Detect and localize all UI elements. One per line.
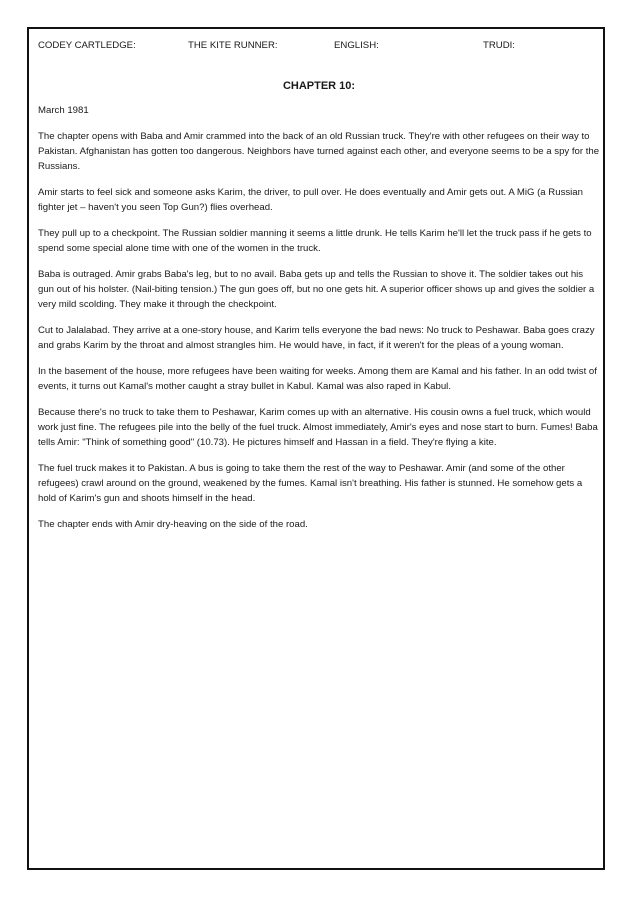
paragraph: Baba is outraged. Amir grabs Baba's leg, but to no avail. Baba gets up and tells the Russian to shove it. The soldier takes out his gun out of his holster. (Nail-biting tension.) The gun goes off, but no one gets hit. A superior officer shows up and gives the soldier a very mild scolding. They make it through the checkpoint.: [38, 268, 595, 311]
paragraph: The fuel truck makes it to Pakistan. A bus is going to take them the rest of the way to Peshawar. Amir (and some of the other refugees) crawl around on the ground, weakened by the fumes. Kamal isn't breathing. His father is stunned. He somehow gets a hold of Karim's gun and shoots himself in the head.: [38, 462, 583, 505]
paragraph: The chapter ends with Amir dry-heaving on the side of the road.: [38, 518, 308, 530]
paragraph: Because there's no truck to take them to Peshawar, Karim comes up with an alternative. His cousin owns a fuel truck, which would work just fine. The refugees pile into the belly of the fuel truck. Almost immediately, Amir's eyes and nose start to burn. Fumes! Baba tells Amir: "Think of something good" (10.73). He pictures himself and Hassan in a field. They're flying a kite.: [38, 406, 598, 448]
chapter-title: CHAPTER 10:: [282, 80, 356, 92]
paragraph: Amir starts to feel sick and someone asks Karim, the driver, to pull over. He does eventually and Amir gets out. A MiG (a Russian fighter jet – haven't you seen Top Gun?) flies overhead.: [38, 186, 583, 214]
paragraph: The chapter opens with Baba and Amir crammed into the back of an old Russian truck. They're with other refugees on their way to Pakistan. Afghanistan has gotten too dangerous. Neighbors have turned against each other, and everyone seems to be a spy for the Russians.: [38, 130, 600, 173]
teacher-name: TRUDI:: [483, 40, 515, 51]
paragraph: Cut to Jalalabad. They arrive at a one-story house, and Karim tells everyone the bad news: No truck to Peshawar. Baba goes crazy and grabs Karim by the throat and almost strangles him. He would have, in fact, if it weren't for the pleas of a young woman.: [38, 324, 595, 351]
subject-label: ENGLISH:: [334, 40, 379, 51]
paragraph: In the basement of the house, more refugees have been waiting for weeks. Among them are Kamal and his father. In an odd twist of events, it turns out Kamal's mother caught a stray bullet in Kabul. Kamal was also raped in Kabul.: [38, 365, 597, 392]
paragraph: They pull up to a checkpoint. The Russian soldier manning it seems a little drunk. He tells Karim he'll let the truck pass if he gets to spend some special alone time with one of the women in the truck.: [38, 227, 592, 254]
document-body: [38, 103, 600, 542]
header-row: [38, 39, 608, 53]
chapter-heading-wrapper: [0, 79, 638, 93]
student-name: CODEY CARTLEDGE:: [38, 40, 136, 51]
book-title: THE KITE RUNNER:: [188, 40, 278, 51]
date-line: March 1981: [38, 105, 89, 116]
